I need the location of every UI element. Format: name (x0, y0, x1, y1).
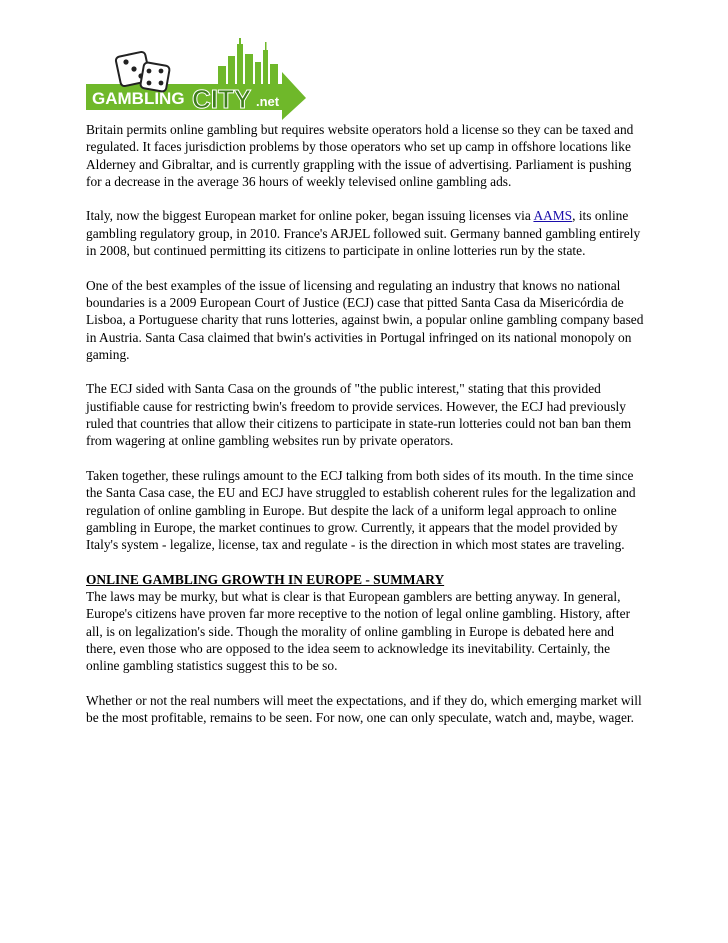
summary-section (86, 571, 646, 675)
logo-text-gambling: GAMBLING (92, 89, 185, 108)
paragraph-ecj-ruling: The ECJ sided with Santa Casa on the grounds of "the public interest," stating that this provided justifiable cause for restricting bwin's freedom to provide services. However, the ECJ had previously ruled that countries that allow their citizens to participate in state-run lotteries could not ban ban them from wagering at online gambling websites run by private operators. (86, 381, 632, 449)
gambling-city-logo[interactable] (86, 36, 308, 120)
logo-graphic (86, 36, 308, 120)
skyline-icon (218, 38, 278, 84)
paragraph-conclusion: Whether or not the real numbers will meet the expectations, and if they do, which emerging market will be the most profitable, remains to be seen. For now, one can only speculate, watch and, maybe, wager. (86, 692, 642, 726)
logo-text-net: .net (256, 94, 280, 109)
paragraph-taken-together: Taken together, these rulings amount to the ECJ talking from both sides of its mouth. In the time since the Santa Casa case, the EU and ECJ have struggled to establish coherent rules for the legalization and regulation of online gambling in Europe. But despite the lack of a uniform legal approach to online gambling in Europe, the market continues to grow. Currently, it appears that the model provided by Italy's system - legalize, license, tax and regulate - is the direction in which most states are traveling. (86, 467, 636, 553)
paragraph-italy (86, 207, 646, 259)
article-body (86, 121, 646, 744)
paragraph-ecj-case: One of the best examples of the issue of licensing and regulating an industry that knows no national boundaries is a 2009 European Court of Justice (ECJ) case that pitted Santa Casa da Misericórdia de Lisboa, a Portuguese charity that runs lotteries, against bwin, a popular online gambling company based in Austria. Santa Casa claimed that bwin's activities in Portugal infringed on its national monopoly on gaming. (86, 277, 644, 362)
paragraph-britain: Britain permits online gambling but requires website operators hold a license so they can be taxed and regulated. It faces jurisdiction problems by those operators who set up camp in offshore locations like Alderney and Gibraltar, and is currently grappling with the issue of advertising. Parliament is pushing for a decrease in the average 36 hours of weekly televised online gambling ads. (86, 122, 634, 189)
aams-link[interactable]: AAMS (533, 208, 573, 224)
logo-text-city: CITY (192, 84, 252, 114)
paragraph-italy-before: Italy, now the biggest European market for online poker, began issuing licenses via (86, 208, 534, 224)
summary-heading: ONLINE GAMBLING GROWTH IN EUROPE - SUMMARY (86, 571, 445, 587)
paragraph-italy-after: , its online gambling regulatory group, in 2010. France's ARJEL followed suit. Germany banned gambling entirely in 2008, but continued permitting its citizens to participate in online lotteries run by the state. (86, 208, 641, 259)
paragraph-summary: The laws may be murky, but what is clear is that European gamblers are betting anyway. In general, Europe's citizens have proven far more receptive to the notion of legal online gambling. History, after all, is on legalization's side. Though the morality of online gambling in Europe is debated here and there, even those who are opposed to the idea seem to acknowledge its inevitability. Certainly, the online gambling statistics suggest this to be so. (86, 589, 631, 674)
dice-icon (115, 51, 170, 92)
